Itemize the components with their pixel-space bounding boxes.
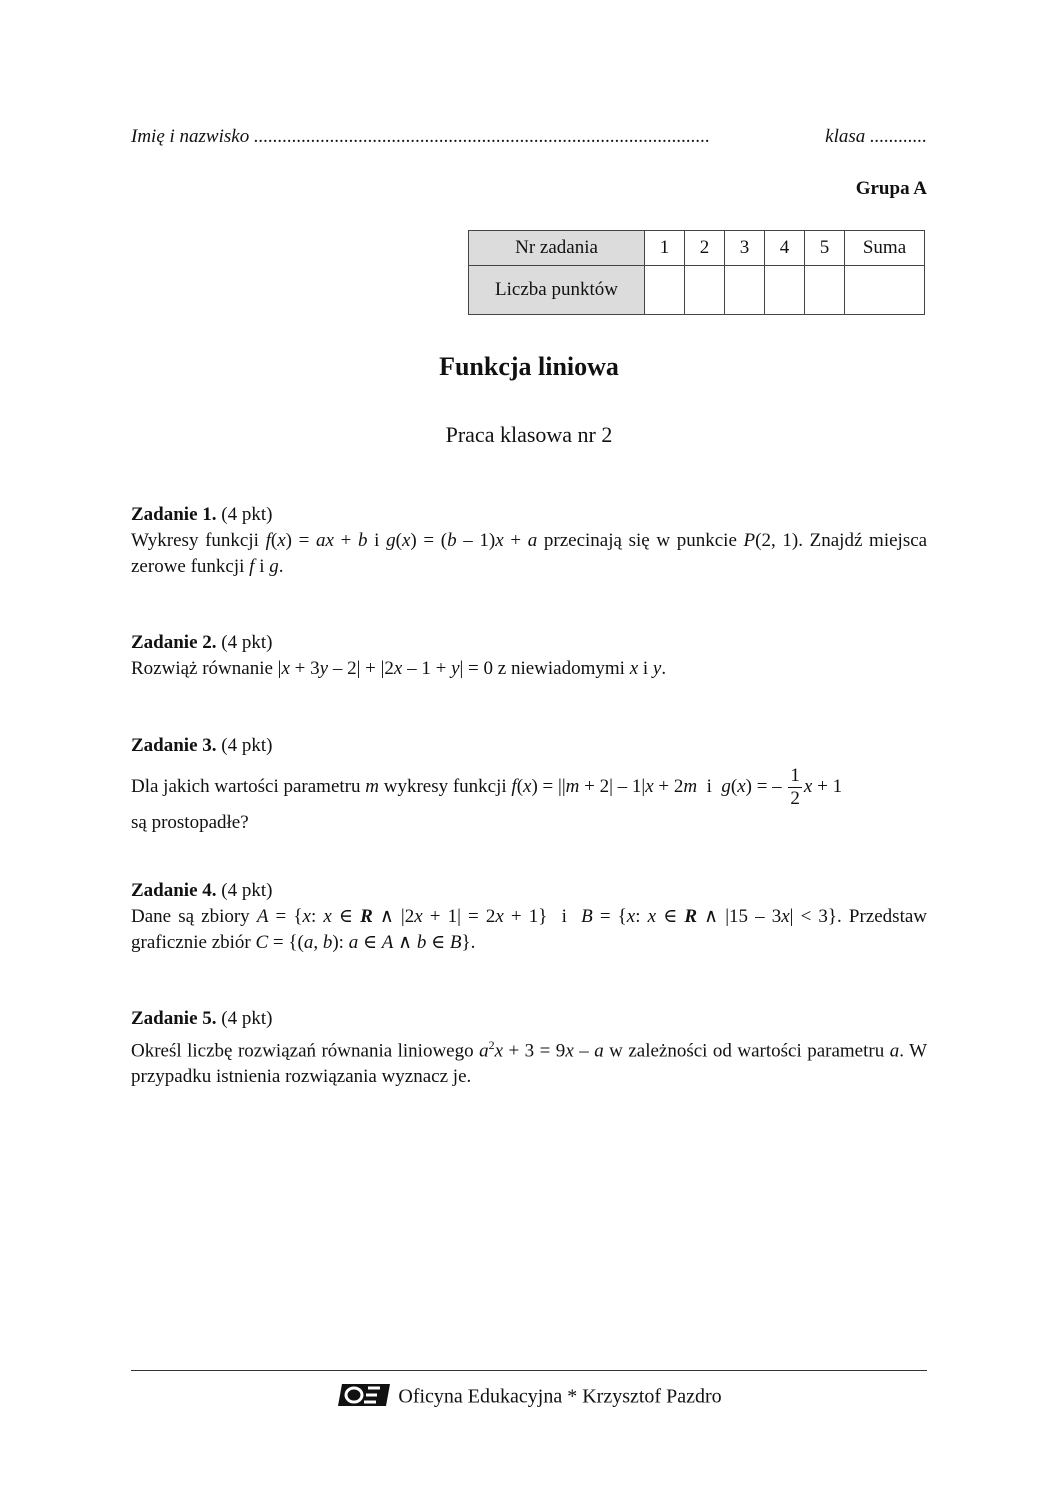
task-5-text: Określ liczbę rozwiązań równania liniowego $a^2x + 3 = 9x - a$ w zależności od wartości parametru a. W przypadku istnienia rozwiązania wyznacz je.: [131, 1038, 928, 1088]
task-4-text: Dane są zbiory A = {x: x ∈ R ∧ |2x + 1| = 2x + 1} i B = {x: x ∈ R ∧ |15 – 3x| < 3}. Przedstaw graficznie zbiór C = {(a, b): a ∈ A ∧ b ∈ B}.: [131, 906, 927, 953]
fraction-one-half: $\frac{1}{2}$: [790, 765, 800, 809]
task-4-points: (4 pkt): [221, 880, 273, 901]
page-subtitle: Praca klasowa nr 2: [445, 422, 613, 447]
task-2-text: Rozwiąż równanie |x + 3y – 2| + |2x – 1 + y| = 0 z niewiadomymi x i y.: [131, 658, 667, 679]
task-number-label: Nr zadania: [469, 231, 645, 266]
task-4: [131, 878, 927, 956]
group-label: Grupa A: [855, 178, 927, 199]
task-1-text: Wykresy funkcji f(x) = ax + b i g(x) = (b – 1)x + a przecinają się w punkcie P(2, 1). Znajdź miejsca zerowe funkcji f i g.: [131, 530, 928, 577]
task-column-5: 5: [805, 231, 845, 266]
score-table-header-row: [469, 231, 925, 266]
task-4-heading: [131, 878, 927, 904]
task-3-text: Dla jakich wartości parametru m wykresy funkcji f(x) = ||m + 2| – 1|x + 2m i g(x) = – $\frac{1}{2}$ x + 1 są prostopadłe?: [131, 765, 843, 833]
points-cell-sum: [845, 266, 925, 315]
score-table-points-row: [469, 266, 925, 315]
task-1-label: Zadanie 1.: [131, 504, 217, 525]
task-5: [131, 1006, 927, 1090]
task-2-heading: [131, 630, 927, 656]
task-3-points: (4 pkt): [221, 735, 273, 756]
task-2-label: Zadanie 2.: [131, 632, 217, 653]
score-table: [468, 230, 925, 315]
points-cell-3: [725, 266, 765, 315]
footer-divider: [131, 1370, 927, 1371]
points-label: Liczba punktów: [469, 266, 645, 315]
points-cell-4: [765, 266, 805, 315]
task-1-heading: [131, 502, 927, 528]
task-column-3: 3: [725, 231, 765, 266]
footer: [131, 1382, 927, 1414]
student-info-line: [131, 126, 927, 154]
task-column-1: 1: [645, 231, 685, 266]
name-field-label: Imię i nazwisko ................................................................................................: [131, 126, 710, 147]
page-title: Funkcja liniowa: [439, 352, 619, 381]
task-1-points: (4 pkt): [221, 504, 273, 525]
task-3-label: Zadanie 3.: [131, 735, 217, 756]
task-2-points: (4 pkt): [221, 632, 273, 653]
task-1: [131, 502, 927, 580]
task-4-label: Zadanie 4.: [131, 880, 217, 901]
points-cell-1: [645, 266, 685, 315]
publisher-name: Oficyna Edukacyjna * Krzysztof Pazdro: [398, 1385, 722, 1408]
task-5-label: Zadanie 5.: [131, 1008, 217, 1029]
task-column-4: 4: [765, 231, 805, 266]
worksheet-page: [131, 0, 927, 1497]
sum-column: Suma: [845, 231, 925, 266]
task-5-points: (4 pkt): [221, 1008, 273, 1029]
oe-logo-icon: [336, 1382, 392, 1414]
points-cell-5: [805, 266, 845, 315]
points-cell-2: [685, 266, 725, 315]
task-2: [131, 630, 927, 682]
task-5-heading: [131, 1006, 927, 1032]
task-3: [131, 733, 927, 836]
task-3-heading: [131, 733, 927, 759]
class-field-label: klasa ............: [825, 126, 927, 147]
task-column-2: 2: [685, 231, 725, 266]
